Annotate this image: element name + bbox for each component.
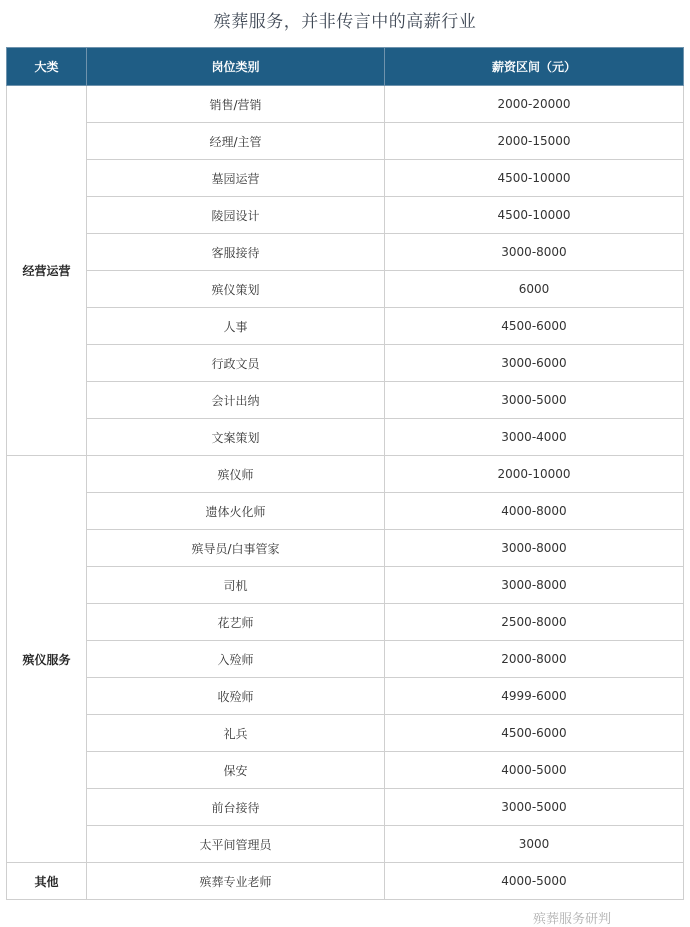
salary-range-cell: 4999-6000	[385, 678, 684, 715]
job-type-cell: 前台接待	[87, 789, 385, 826]
job-type-cell: 花艺师	[87, 604, 385, 641]
job-type-cell: 人事	[87, 308, 385, 345]
document-title: 殡葬服务，并非传言中的高薪行业	[213, 12, 477, 32]
table-row	[7, 493, 684, 530]
job-type-cell: 太平间管理员	[87, 826, 385, 863]
table-row	[7, 604, 684, 641]
job-type-cell: 殡葬专业老师	[87, 863, 385, 900]
table-row	[7, 86, 684, 123]
job-type-cell: 经理/主管	[87, 123, 385, 160]
salary-range-cell: 3000-6000	[385, 345, 684, 382]
salary-range-cell: 2000-20000	[385, 86, 684, 123]
table-row	[7, 715, 684, 752]
header-category: 大类	[7, 48, 87, 86]
job-type-cell: 会计出纳	[87, 382, 385, 419]
job-type-cell: 司机	[87, 567, 385, 604]
category-cell: 经营运营	[7, 86, 87, 456]
salary-range-cell: 2000-15000	[385, 123, 684, 160]
table-row	[7, 826, 684, 863]
table-row	[7, 752, 684, 789]
salary-range-cell: 3000-8000	[385, 567, 684, 604]
job-type-cell: 殡仪策划	[87, 271, 385, 308]
table-row	[7, 308, 684, 345]
table-row	[7, 641, 684, 678]
table-header-row	[7, 48, 684, 86]
job-type-cell: 陵园设计	[87, 197, 385, 234]
salary-range-cell: 3000	[385, 826, 684, 863]
table-row	[7, 345, 684, 382]
category-cell: 其他	[7, 863, 87, 900]
table-row	[7, 567, 684, 604]
job-type-cell: 殡仪师	[87, 456, 385, 493]
table-row	[7, 456, 684, 493]
salary-range-cell: 3000-8000	[385, 530, 684, 567]
table-row	[7, 863, 684, 900]
table-row	[7, 678, 684, 715]
salary-range-cell: 2500-8000	[385, 604, 684, 641]
salary-range-cell: 4500-10000	[385, 197, 684, 234]
job-type-cell: 礼兵	[87, 715, 385, 752]
job-type-cell: 客服接待	[87, 234, 385, 271]
table-row	[7, 382, 684, 419]
table-body	[7, 86, 684, 900]
salary-range-cell: 3000-4000	[385, 419, 684, 456]
job-type-cell: 文案策划	[87, 419, 385, 456]
salary-range-cell: 4500-6000	[385, 308, 684, 345]
table-row	[7, 271, 684, 308]
job-type-cell: 保安	[87, 752, 385, 789]
job-type-cell: 遗体火化师	[87, 493, 385, 530]
job-type-cell: 收殓师	[87, 678, 385, 715]
salary-range-cell: 3000-5000	[385, 382, 684, 419]
salary-range-cell: 4500-6000	[385, 715, 684, 752]
category-cell: 殡仪服务	[7, 456, 87, 863]
salary-range-cell: 4000-8000	[385, 493, 684, 530]
header-salary-range: 薪资区间（元）	[385, 48, 684, 86]
job-type-cell: 墓园运营	[87, 160, 385, 197]
job-type-cell: 入殓师	[87, 641, 385, 678]
table-row	[7, 530, 684, 567]
table-row	[7, 197, 684, 234]
table-row	[7, 234, 684, 271]
salary-range-cell: 3000-5000	[385, 789, 684, 826]
table-row	[7, 123, 684, 160]
job-type-cell: 行政文员	[87, 345, 385, 382]
salary-range-cell: 2000-10000	[385, 456, 684, 493]
salary-range-cell: 4500-10000	[385, 160, 684, 197]
header-job-type: 岗位类别	[87, 48, 385, 86]
watermark: 殡葬服务研判	[533, 912, 612, 927]
job-type-cell: 销售/营销	[87, 86, 385, 123]
job-type-cell: 殡导员/白事管家	[87, 530, 385, 567]
salary-range-cell: 4000-5000	[385, 752, 684, 789]
table-row	[7, 789, 684, 826]
table-row	[7, 160, 684, 197]
salary-range-cell: 4000-5000	[385, 863, 684, 900]
salary-range-cell: 6000	[385, 271, 684, 308]
table-row	[7, 419, 684, 456]
salary-table	[6, 47, 684, 900]
salary-range-cell: 2000-8000	[385, 641, 684, 678]
salary-range-cell: 3000-8000	[385, 234, 684, 271]
